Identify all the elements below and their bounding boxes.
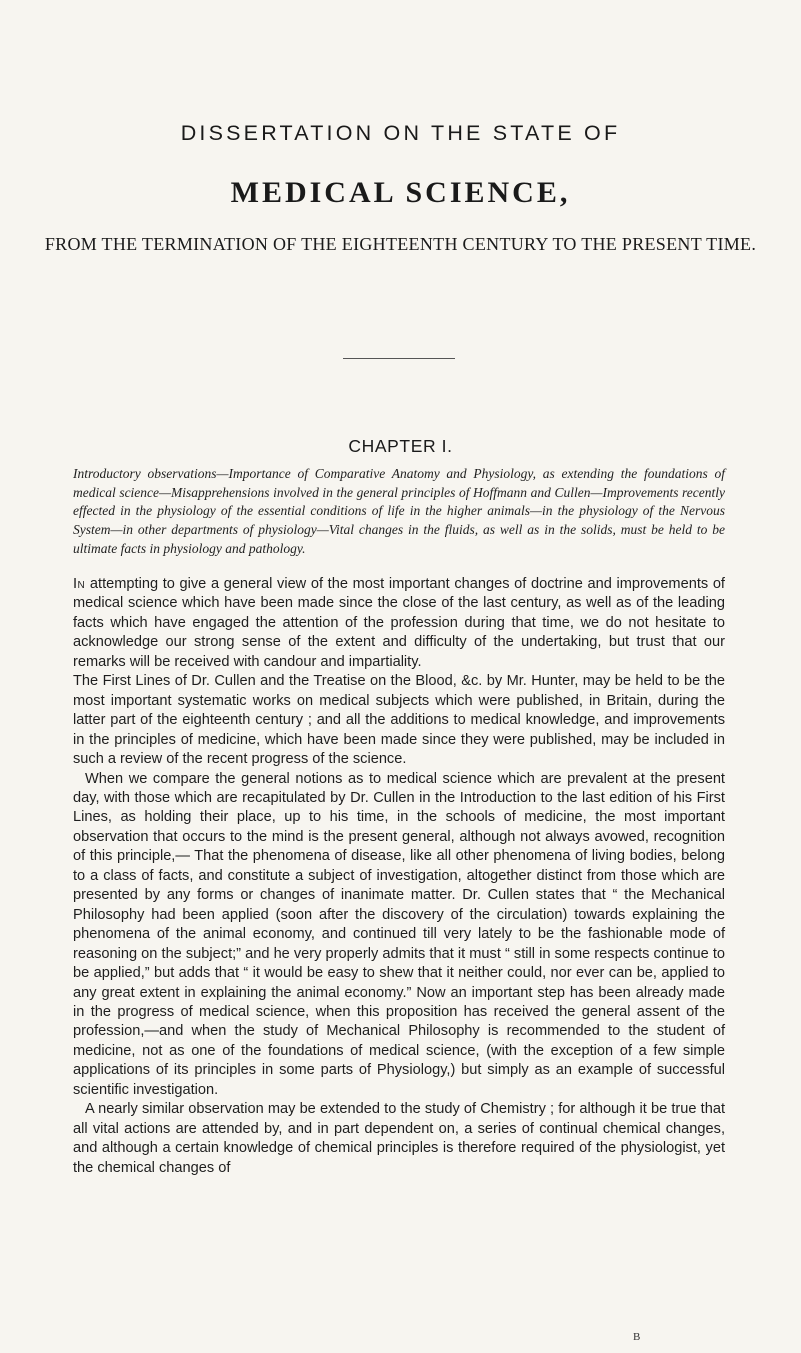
signature-mark: B — [633, 1331, 641, 1343]
title-line-3: FROM THE TERMINATION OF THE EIGHTEENTH CENTURY TO THE PRESENT TIME. — [44, 234, 757, 254]
paragraph-4: A nearly similar observation may be extended to the study of Chemistry ; for although it be true that all vital actions are attended by, and in part dependent on, a series of continual chemical changes, and although a certain knowledge of chemical principles is therefore required of the physiologist, yet the chemical changes of — [73, 1101, 725, 1176]
chapter-summary: Introductory observations—Importance of Comparative Anatomy and Physiology, as extending the foundations of medical science—Misapprehensions involved in the general principles of Hoffmann and Cullen—Improvements recently effected in the physiology of the essential conditions of life in the higher animals—in the physiology of the Nervous System—in other departments of physiology—Vital changes in the fluids, as well as in the solids, must be held to be ultimate facts in physiology and pathology. — [73, 466, 725, 556]
title-line-2: MEDICAL SCIENCE, — [230, 176, 571, 209]
body-text — [73, 575, 725, 1178]
paragraph-1-lead: In — [73, 576, 86, 592]
paragraph-3: When we compare the general notions as to medical science which are prevalent at the present day, with those which are recapitulated by Dr. Cullen in the Introduction to the last edition of his First Lines, as holding their place, up to his time, in the schools of medicine, the most important observation that occurs to the mind is the present general, although not always avowed, recognition of this principle,— That the phenomena of disease, like all other phenomena of living bodies, belong to a class of facts, and constitute a subject of investigation, altogether distinct from those which are presented by any forms or changes of inanimate matter. Dr. Cullen states that “ the Mechanical Philosophy had been applied (soon after the discovery of the circulation) towards explaining the phenomena of the animal economy, and continued till very lately to be the fashionable mode of reasoning on the subject;” and he very properly admits that it must “ still in some respects continue to be applied,” but adds that “ it would be easy to shew that it neither could, nor ever can be, applied to any great extent in explaining the animal economy.” Now an important step has been already made in the progress of medical science, when this proposition has received the general assent of the profession,—and when the study of Mechanical Philosophy is recommended to the student of medicine, not as one of the foundations of medical science, (with the exception of a few simple applications of its principles in some parts of Physiology,) but simply as an example of successful scientific investigation. — [73, 770, 725, 1098]
title-divider — [343, 358, 455, 359]
paragraph-1 — [73, 575, 725, 672]
paragraph-2: The First Lines of Dr. Cullen and the Treatise on the Blood, &c. by Mr. Hunter, may be held to be the most important systematic works on medical subjects which were published, in Britain, during the latter part of the eighteenth century ; and all the additions to medical knowledge, and improvements in the principles of medicine, which have been made since they were published, may be included in such a review of the recent progress of the science. — [73, 673, 725, 768]
chapter-heading: CHAPTER I. — [348, 436, 453, 456]
paragraph-1-text: attempting to give a general view of the most important changes of doctrine and improvements of medical science which have been made since the close of the last century, as well as of the leading facts which have engaged the attention of the profession during that time, we do not hesitate to acknowledge our strong sense of the extent and difficulty of the undertaking, but trust that our remarks will be received with candour and impartiality. — [73, 576, 725, 670]
title-line-1: DISSERTATION ON THE STATE OF — [180, 121, 621, 145]
